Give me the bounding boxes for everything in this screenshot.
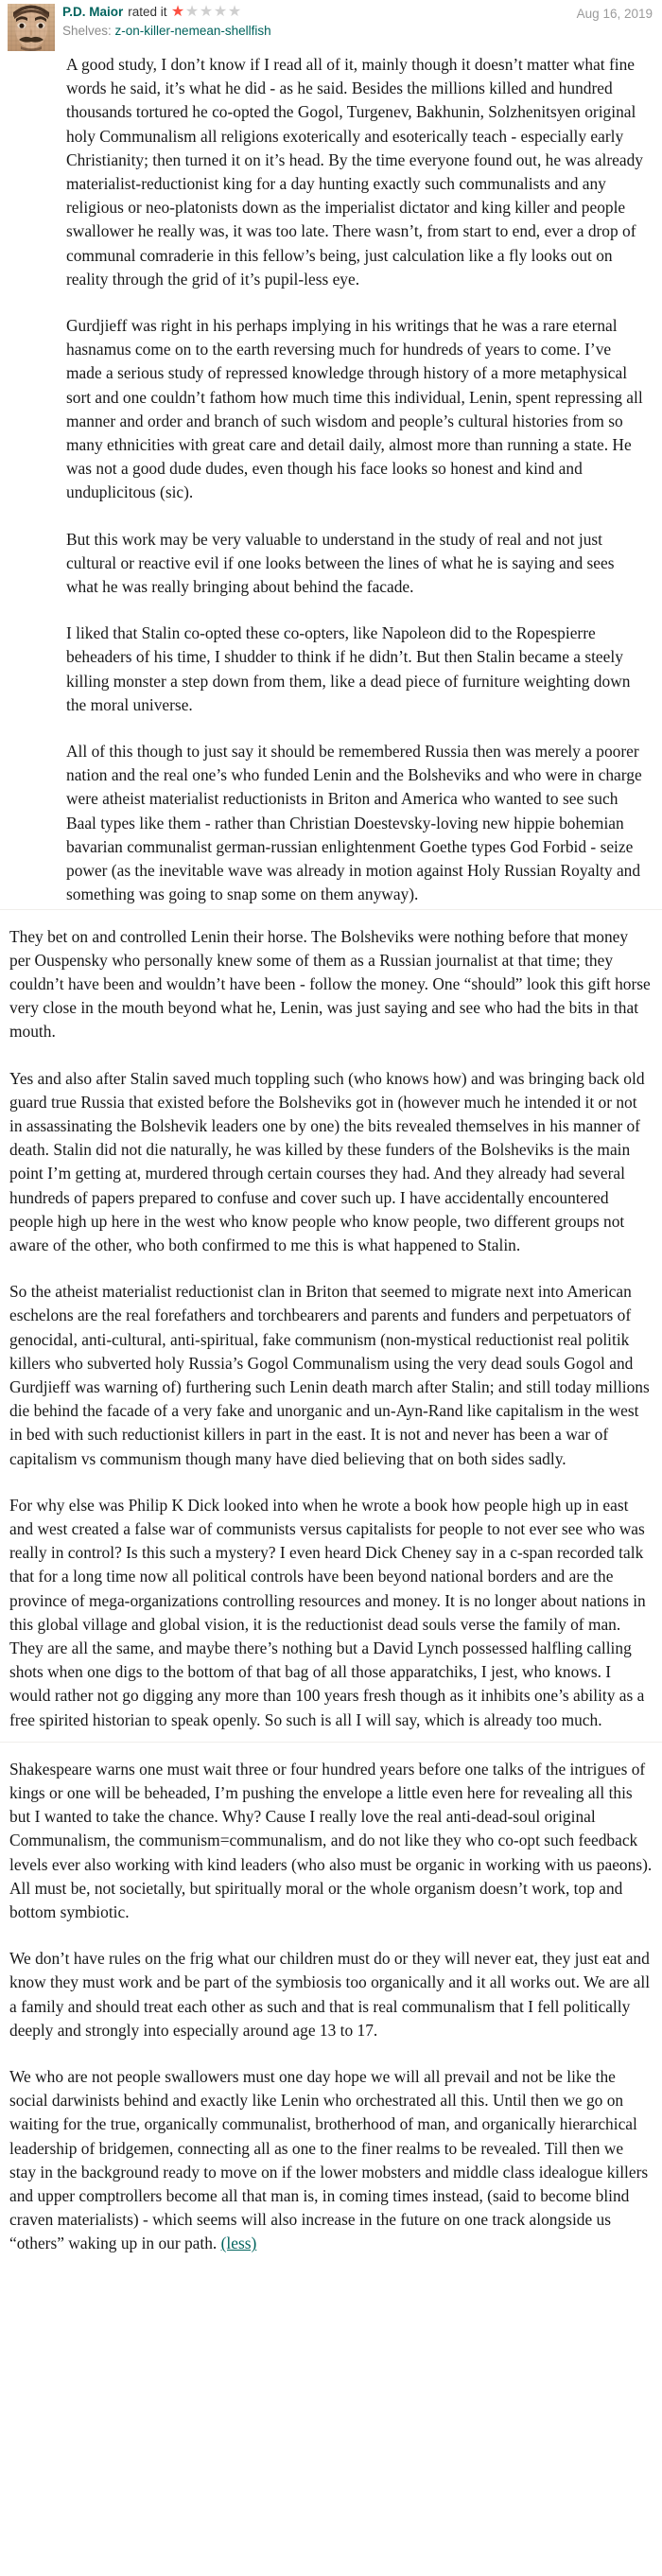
shelf-link[interactable]: z-on-killer-nemean-shellfish	[114, 24, 271, 38]
less-link[interactable]: (less)	[220, 2234, 257, 2253]
review-date: Aug 16, 2019	[576, 7, 653, 21]
review-block-b	[0, 909, 662, 1742]
star-icon-1[interactable]: ★	[170, 4, 185, 20]
paragraph: Shakespeare warns one must wait three or four hundred years before one talks of the intrigues of kings or one will be beheaded, I’m pushing the envelope a little even here for revealing all this but I wanted to take the chance. Why? Cause I really love the real anti-dead-soul original Communalism, the communism=communalism, and do not like they who co-opt such feedback levels ever also working with kind leaders (who also must be organic in working with us paeons). All must be, not societally, but spiritually moral or the whole organism doesn’t work, top and bottom symbiotic.	[9, 1759, 653, 1922]
paragraph: But this work may be very valuable to understand in the study of real and not just cultural or reactive evil if one looks between the lines of what he is saying and sees what he was really bringing about behind the facade.	[66, 529, 615, 597]
paragraph: Gurdjieff was right in his perhaps implying in his writings that he was a rare eternal hasnamus come on to the earth reversing much for hundreds of years to come. I’ve made a serious study of repressed knowledge through history of a more metaphysical sort and one couldn’t fathom how much time this individual, Lenin, spent repressing all manner and order and branch of such wisdom and people’s cultural histories from so many ethnicities with great care and detail daily, almost more than running a state. He was not a good dude dudes, even though his face looks so honest and kind and unduplicitous (sic).	[66, 316, 643, 502]
review-header-text	[62, 4, 662, 40]
paragraph-text: We who are not people swallowers must one day hope we will all prevail and not be like the social darwinists behind and exactly like Lenin who orchestrated all this. Until then we go on waiting for the true, organically communalist, brotherhood of man, and organically hierarchical leadership of bridgemen, connecting all as one to the finer realms to be revealed. Till then we stay in the background ready to move on if the lower mobsters and middle class idealogue killers and upper comptrollers become all that man is, in coming times instead, (said to become blind craven materialists) - which seems will also increase in the future on one track alongside us “others” waking up in our path.	[9, 2067, 649, 2253]
paragraph: So the atheist materialist reductionist clan in Briton that seemed to migrate next into American eschelons are the real forefathers and torchbearers and parents and funders and perpetuators of genocidal, anti-cultural, anti-spiritual, fake communism (non-mystical reductionist real politik killers who subverted holy Russia’s Gogol Communalism using the very dead souls Gogol and Gurdjieff was warning of) furthering such Lenin death march after Stalin; and still today millions die behind the facade of a very fake and unorganic and un-Ayn-Rand like capitalism in the west in bed with such reductionist killers in part in the east. It is not and never has been a war of capitalism vs communism though many have died believing that on both sides sadly.	[9, 1282, 650, 1468]
paragraph: Yes and also after Stalin saved much toppling such (who knows how) and was bringing back old guard true Russia that existed before the Bolsheviks got in (however much he intended it or not in assassinating the Bolshevik leaders one by one) the bits revealed themselves in his manner of death. Stalin did not die naturally, he was killed by these funders of the Bolsheviks is the main point I’m getting at, murdered through certain courses they had. And they already had several hundreds of papers prepared to confuse and cover such up. I have accidentally encountered people high up here in the west who know people who know people, two different groups not aware of the other, who both confirmed to me this is what happened to Stalin.	[9, 1068, 645, 1254]
paragraph: A good study, I don’t know if I read all of it, mainly though it doesn’t matter what fine words he said, it’s what he did - as he said. Besides the millions killed and hundred thousands tortured he co-opted the Gogol, Turgenev, Bakhunin, Solzhenitsyen original holy Communalism all religions exoterically and esoterically teach - especially early Christianity; then turned it on it’s head. By the time everyone found out, he was already materialist-reductionist king for a day hunting exactly such communalists and any religious or neo-platonists down as the imperialist dictator and king killer and people swallower he really was, it was too late. There wasn’t, from start to end, ever a drop of communal comraderie in this fellow’s being, just calculation like a fly looks out on reality through the grid of it’s pupil-less eye.	[66, 55, 643, 289]
star-icon-4[interactable]: ★	[213, 4, 228, 20]
star-rating[interactable]	[171, 5, 242, 20]
avatar[interactable]	[8, 4, 55, 51]
star-icon-3[interactable]: ★	[199, 4, 214, 20]
paragraph: All of this though to just say it should be remembered Russia then was merely a poorer nation and the real one’s who funded Lenin and the Bolsheviks and who were in charge were atheist materialist reductionists in Briton and America who wanted to see such Baal types like them - rather than Christian Doestevsky-loving new hippie bohemian bavarian communalist german-russian enlightenment Goethe types God Forbid - seize power (as the inevitable wave was already in motion against Holy Russian Royalty and something was going to snap some on them anyway).	[66, 742, 642, 904]
paragraph: For why else was Philip K Dick looked into when he wrote a book how people high up in east and west created a false war of communists versus capitalists for people to not ever see who was really in control? Is this such a mystery? I even heard Dick Cheney say in a c-span recorded talk that for a long time now all political controls have been beyond national borders and are the province of mega-organizations controlling resources and money. It is no longer about nations in this global village and global vision, it is the reductionist dead souls verse the family of man. They are all the same, and maybe there’s nothing but a David Lynch possessed halfling calling shots when one digs to the bottom of that bag of all those apparatchiks, I jest, who knows. I would rather not go digging any more than 100 years fresh though as it inhibits one’s ability as a free spirited historian to speak openly. So such is all I will say, which is already too much.	[9, 1495, 646, 1729]
review-block-c	[0, 1742, 662, 2273]
star-icon-2[interactable]: ★	[184, 4, 200, 20]
paragraph: They bet on and controlled Lenin their horse. The Bolsheviks were nothing before that money per Ouspensky who personally knew some of them as a Russian journalist at that time; they couldn’t have been and wouldn’t have been - follow the money. One “should” look this gift horse very close in the mouth beyond what he, Lenin, was just saying and see who had the bits in that mouth.	[9, 926, 651, 1042]
shelves-line	[62, 22, 558, 40]
rating-line	[62, 4, 558, 21]
star-icon-5[interactable]: ★	[227, 4, 242, 20]
rated-it-label: rated it	[128, 5, 167, 19]
review-body	[0, 47, 662, 2273]
paragraph: I liked that Stalin co-opted these co-opters, like Napoleon did to the Ropespierre beheaders of his time, I shudder to think if he didn’t. But then Stalin became a steely killing monster a step down from them, like a dead piece of furniture weighting down the moral universe.	[66, 623, 631, 714]
review-header	[0, 0, 662, 47]
shelves-label: Shelves:	[62, 24, 112, 38]
paragraph-with-less-link	[9, 2065, 653, 2256]
reviewer-name-link[interactable]: P.D. Maior	[62, 5, 124, 19]
paragraph: We don’t have rules on the frig what our children must do or they will never eat, they just eat and know they must work and be part of the symbiosis too organically and it all works out. We are all a family and should treat each other as such and that is real communalism that I fell politically deeply and strongly into especially around age 13 to 17.	[9, 1949, 651, 2040]
review-block-a	[0, 53, 662, 909]
